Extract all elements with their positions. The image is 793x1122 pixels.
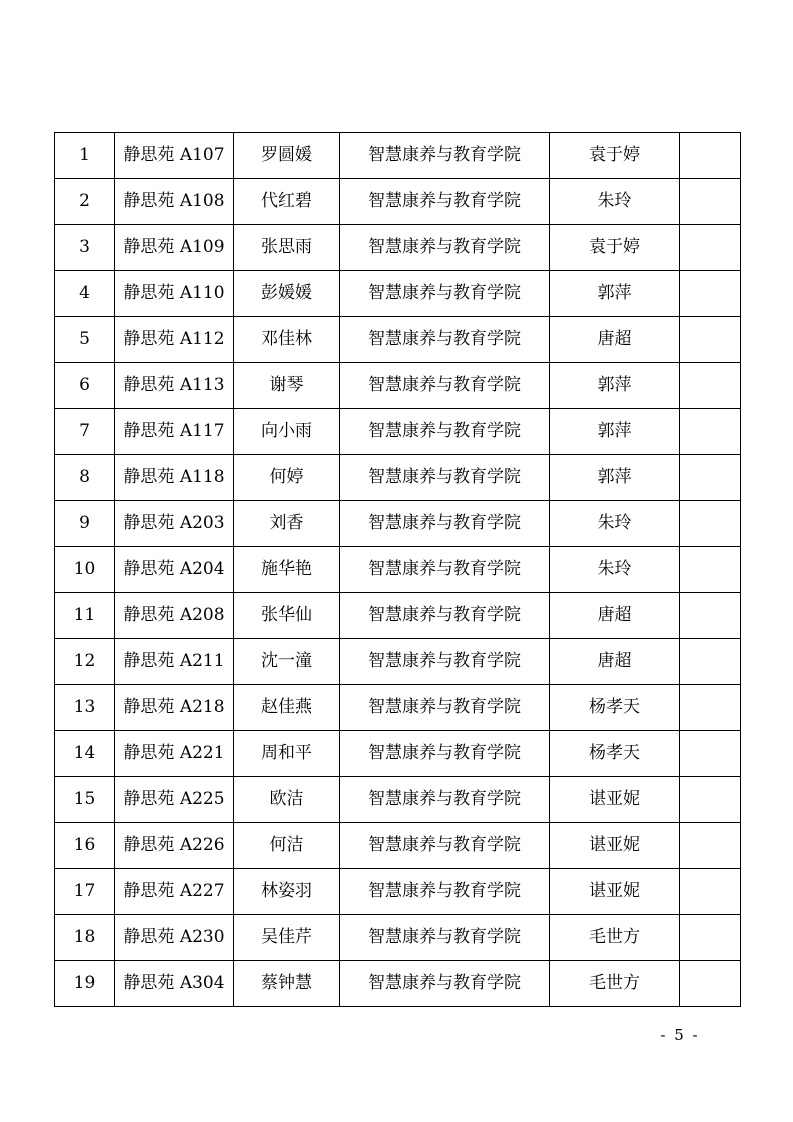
remarks-cell — [680, 593, 741, 639]
college-cell: 智慧康养与教育学院 — [340, 133, 550, 179]
room-cell: 静思苑 A108 — [115, 179, 234, 225]
teacher-cell: 朱玲 — [550, 179, 680, 225]
teacher-cell: 毛世方 — [550, 961, 680, 1007]
table-row — [55, 271, 741, 317]
room-cell: 静思苑 A304 — [115, 961, 234, 1007]
college-cell: 智慧康养与教育学院 — [340, 317, 550, 363]
table-row — [55, 317, 741, 363]
table-row — [55, 777, 741, 823]
row-number-cell: 18 — [55, 915, 115, 961]
room-cell: 静思苑 A112 — [115, 317, 234, 363]
teacher-cell: 唐超 — [550, 317, 680, 363]
row-number-cell: 14 — [55, 731, 115, 777]
college-cell: 智慧康养与教育学院 — [340, 777, 550, 823]
room-cell: 静思苑 A113 — [115, 363, 234, 409]
college-cell: 智慧康养与教育学院 — [340, 179, 550, 225]
room-cell: 静思苑 A110 — [115, 271, 234, 317]
remarks-cell — [680, 915, 741, 961]
college-cell: 智慧康养与教育学院 — [340, 363, 550, 409]
page-number: - 5 - — [660, 1026, 700, 1044]
teacher-cell: 谌亚妮 — [550, 869, 680, 915]
teacher-cell: 郭萍 — [550, 455, 680, 501]
row-number-cell: 12 — [55, 639, 115, 685]
row-number-cell: 4 — [55, 271, 115, 317]
table-row — [55, 593, 741, 639]
table-row — [55, 179, 741, 225]
room-cell: 静思苑 A204 — [115, 547, 234, 593]
row-number-cell: 11 — [55, 593, 115, 639]
remarks-cell — [680, 225, 741, 271]
row-number-cell: 2 — [55, 179, 115, 225]
teacher-cell: 杨孝天 — [550, 731, 680, 777]
remarks-cell — [680, 961, 741, 1007]
teacher-cell: 袁于婷 — [550, 225, 680, 271]
student-name-cell: 周和平 — [234, 731, 340, 777]
teacher-cell: 郭萍 — [550, 271, 680, 317]
remarks-cell — [680, 363, 741, 409]
row-number-cell: 7 — [55, 409, 115, 455]
room-cell: 静思苑 A226 — [115, 823, 234, 869]
room-cell: 静思苑 A208 — [115, 593, 234, 639]
student-name-cell: 张思雨 — [234, 225, 340, 271]
row-number-cell: 16 — [55, 823, 115, 869]
student-name-cell: 何婷 — [234, 455, 340, 501]
table-row — [55, 547, 741, 593]
room-cell: 静思苑 A118 — [115, 455, 234, 501]
row-number-cell: 8 — [55, 455, 115, 501]
row-number-cell: 19 — [55, 961, 115, 1007]
college-cell: 智慧康养与教育学院 — [340, 501, 550, 547]
room-cell: 静思苑 A211 — [115, 639, 234, 685]
college-cell: 智慧康养与教育学院 — [340, 823, 550, 869]
remarks-cell — [680, 823, 741, 869]
row-number-cell: 5 — [55, 317, 115, 363]
table-row — [55, 869, 741, 915]
remarks-cell — [680, 731, 741, 777]
table-row — [55, 685, 741, 731]
remarks-cell — [680, 409, 741, 455]
table-row — [55, 731, 741, 777]
remarks-cell — [680, 639, 741, 685]
college-cell: 智慧康养与教育学院 — [340, 593, 550, 639]
row-number-cell: 9 — [55, 501, 115, 547]
dormitory-roster-table — [54, 132, 741, 1007]
teacher-cell: 朱玲 — [550, 547, 680, 593]
teacher-cell: 郭萍 — [550, 409, 680, 455]
teacher-cell: 唐超 — [550, 593, 680, 639]
row-number-cell: 6 — [55, 363, 115, 409]
row-number-cell: 1 — [55, 133, 115, 179]
table-row — [55, 455, 741, 501]
table-row — [55, 363, 741, 409]
table-row — [55, 823, 741, 869]
college-cell: 智慧康养与教育学院 — [340, 961, 550, 1007]
remarks-cell — [680, 317, 741, 363]
teacher-cell: 毛世方 — [550, 915, 680, 961]
room-cell: 静思苑 A107 — [115, 133, 234, 179]
college-cell: 智慧康养与教育学院 — [340, 225, 550, 271]
college-cell: 智慧康养与教育学院 — [340, 455, 550, 501]
roster-table-body — [55, 133, 741, 1007]
student-name-cell: 欧洁 — [234, 777, 340, 823]
remarks-cell — [680, 133, 741, 179]
student-name-cell: 张华仙 — [234, 593, 340, 639]
remarks-cell — [680, 271, 741, 317]
room-cell: 静思苑 A117 — [115, 409, 234, 455]
student-name-cell: 谢琴 — [234, 363, 340, 409]
college-cell: 智慧康养与教育学院 — [340, 915, 550, 961]
table-row — [55, 961, 741, 1007]
table-row — [55, 133, 741, 179]
teacher-cell: 袁于婷 — [550, 133, 680, 179]
row-number-cell: 17 — [55, 869, 115, 915]
student-name-cell: 代红碧 — [234, 179, 340, 225]
student-name-cell: 蔡钟慧 — [234, 961, 340, 1007]
college-cell: 智慧康养与教育学院 — [340, 547, 550, 593]
student-name-cell: 赵佳燕 — [234, 685, 340, 731]
student-name-cell: 沈一潼 — [234, 639, 340, 685]
remarks-cell — [680, 455, 741, 501]
teacher-cell: 谌亚妮 — [550, 777, 680, 823]
table-row — [55, 225, 741, 271]
row-number-cell: 10 — [55, 547, 115, 593]
remarks-cell — [680, 179, 741, 225]
row-number-cell: 15 — [55, 777, 115, 823]
college-cell: 智慧康养与教育学院 — [340, 685, 550, 731]
student-name-cell: 林姿羽 — [234, 869, 340, 915]
student-name-cell: 吴佳芹 — [234, 915, 340, 961]
student-name-cell: 彭媛媛 — [234, 271, 340, 317]
teacher-cell: 谌亚妮 — [550, 823, 680, 869]
room-cell: 静思苑 A221 — [115, 731, 234, 777]
remarks-cell — [680, 685, 741, 731]
teacher-cell: 杨孝天 — [550, 685, 680, 731]
room-cell: 静思苑 A225 — [115, 777, 234, 823]
table-row — [55, 915, 741, 961]
student-name-cell: 邓佳林 — [234, 317, 340, 363]
student-name-cell: 刘香 — [234, 501, 340, 547]
college-cell: 智慧康养与教育学院 — [340, 409, 550, 455]
remarks-cell — [680, 777, 741, 823]
remarks-cell — [680, 869, 741, 915]
room-cell: 静思苑 A230 — [115, 915, 234, 961]
remarks-cell — [680, 501, 741, 547]
teacher-cell: 郭萍 — [550, 363, 680, 409]
room-cell: 静思苑 A227 — [115, 869, 234, 915]
college-cell: 智慧康养与教育学院 — [340, 271, 550, 317]
table-row — [55, 501, 741, 547]
college-cell: 智慧康养与教育学院 — [340, 639, 550, 685]
student-name-cell: 施华艳 — [234, 547, 340, 593]
row-number-cell: 13 — [55, 685, 115, 731]
college-cell: 智慧康养与教育学院 — [340, 731, 550, 777]
teacher-cell: 唐超 — [550, 639, 680, 685]
student-name-cell: 向小雨 — [234, 409, 340, 455]
remarks-cell — [680, 547, 741, 593]
table-row — [55, 639, 741, 685]
room-cell: 静思苑 A203 — [115, 501, 234, 547]
room-cell: 静思苑 A109 — [115, 225, 234, 271]
student-name-cell: 罗圆媛 — [234, 133, 340, 179]
teacher-cell: 朱玲 — [550, 501, 680, 547]
table-row — [55, 409, 741, 455]
student-name-cell: 何洁 — [234, 823, 340, 869]
college-cell: 智慧康养与教育学院 — [340, 869, 550, 915]
room-cell: 静思苑 A218 — [115, 685, 234, 731]
row-number-cell: 3 — [55, 225, 115, 271]
